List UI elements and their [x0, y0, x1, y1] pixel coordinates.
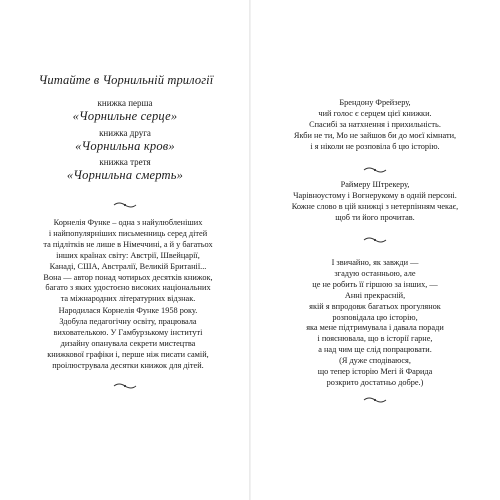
book-2-title: «Чорнильна кров»: [75, 139, 175, 153]
book-entry-3: [40, 157, 210, 182]
book-entry-1: [40, 98, 210, 123]
dedication-raimer-strecker: Раймеру Штрекеру, Чарівноустому і Вогнерукому в одній персоні. Кожне слово в цій книжці з нетерпінням чекає, щоб ти його прочитав.: [291, 180, 459, 222]
book-3-label: книжка третя: [99, 157, 151, 167]
flourish-ornament-icon: [363, 236, 387, 244]
book-1-label: книжка перша: [97, 98, 153, 108]
series-heading: Читайте в Чорнильній трилогії: [38, 73, 214, 87]
flourish-ornament-icon: [363, 396, 387, 404]
author-bio-paragraph-2: Народилася Корнелія Функе 1958 року. Здобула педагогічну освіту, працювала вихователькою. У Гамбурзькому інституті дизайну опанувала секрети мистецтва книжкової графіки і, перше ніж писати самій, проілюструвала десятки книжок для дітей.: [47, 306, 209, 370]
dedication-brendan-fraser: Брендону Фрейзеру, чий голос є серцем цієї книжки. Спасибі за натхнення і прихильність. Якби не ти, Мо не зайшов би до моєї кімнати, і я ніколи не розповіла б цю історію.: [293, 98, 457, 151]
book-3-title: «Чорнильна смерть»: [66, 168, 184, 182]
flourish-ornament-icon: [113, 201, 137, 209]
book-1-title: «Чорнильне серце»: [72, 109, 178, 123]
flourish-ornament-icon: [363, 166, 387, 174]
flourish-ornament-icon: [113, 382, 137, 390]
book-2-label: книжка друга: [99, 128, 151, 138]
dedication-anna: І звичайно, як завжди — згадую останньою, але це не робить її гіршою за інших, — Анні прекрасній, якій я впродовж багатьох прогулянок розповідала цю історію, яка мене підтримувала і давала поради і пояснювала, що в історії гарне, а над чим ще слід попрацювати. (Я дуже сподіваюся, що тепер історію Мегі й Фарида розкрито достатньо добре.): [306, 258, 444, 387]
author-bio-paragraph-1: Корнелія Функе – одна з найулюбленіших і найпопулярніших письменниць серед дітей та підлітків не лише в Німеччині, а й у багатьох інших країнах світу: Австрії, Швейцарії, Канаді, США, Австралії, Великій Британії... Вона — автор понад чотирьох десятків книжок, багато з яких удостоєно високих національних та міжнародних літературних відзнак.: [43, 218, 213, 304]
right-page: [250, 0, 500, 500]
book-entry-2: [40, 128, 210, 153]
